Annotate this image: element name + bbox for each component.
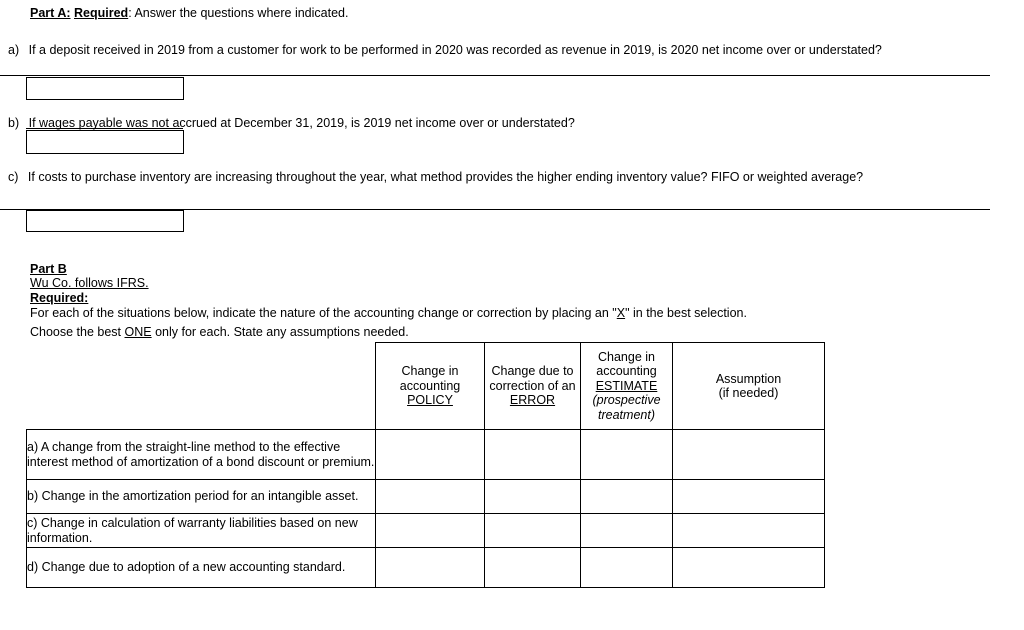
question-c	[8, 170, 863, 184]
table-row	[27, 548, 825, 588]
row-c-estimate-cell[interactable]	[581, 514, 673, 548]
header-estimate-line1: Change in	[598, 349, 655, 364]
row-a-label: a) A change from the straight-line method to the effective interest method of amortization of a bond discount or premium.	[27, 430, 376, 480]
instruction-2-post: only for each. State any assumptions needed.	[151, 325, 409, 339]
row-a-estimate-cell[interactable]	[581, 430, 673, 480]
header-error-line1: Change due to	[491, 364, 574, 379]
part-b-required: Required:	[30, 291, 89, 305]
row-a-error-cell[interactable]	[485, 430, 581, 480]
part-b-company: Wu Co. follows IFRS.	[30, 276, 149, 290]
row-b-policy-cell[interactable]	[376, 480, 485, 514]
header-assumption-line1: Assumption	[715, 371, 782, 386]
table-header-row	[27, 343, 825, 430]
header-policy-line3: POLICY	[407, 393, 453, 408]
header-estimate-line5: treatment)	[598, 407, 655, 422]
row-c-label: c) Change in calculation of warranty liabilities based on new information.	[27, 514, 376, 548]
answer-a-box[interactable]	[26, 77, 184, 100]
header-assumption	[673, 343, 825, 430]
question-b-letter: b)	[8, 116, 20, 130]
header-estimate-line2: accounting	[596, 364, 657, 379]
header-error-line2: correction of an	[489, 378, 576, 393]
header-assumption-line2: (if needed)	[718, 386, 779, 400]
instruction-1-pre: For each of the situations below, indicate the nature of the accounting change or correction by placing an "	[30, 306, 617, 320]
table-row	[27, 430, 825, 480]
question-a	[8, 43, 882, 57]
row-a-assumption-cell[interactable]	[673, 430, 825, 480]
row-d-policy-cell[interactable]	[376, 548, 485, 588]
divider-a	[0, 75, 990, 76]
question-c-text: If costs to purchase inventory are increasing throughout the year, what method provides the higher ending inventory value? FIFO or weighted average?	[27, 170, 864, 184]
header-error-line3: ERROR	[509, 393, 556, 408]
row-c-assumption-cell[interactable]	[673, 514, 825, 548]
row-d-error-cell[interactable]	[485, 548, 581, 588]
row-b-estimate-cell[interactable]	[581, 480, 673, 514]
answer-b-box[interactable]	[26, 130, 184, 154]
row-d-estimate-cell[interactable]	[581, 548, 673, 588]
header-policy-line2: accounting	[399, 378, 461, 393]
header-estimate-line4: (prospective	[592, 393, 661, 408]
row-b-error-cell[interactable]	[485, 480, 581, 514]
row-c-policy-cell[interactable]	[376, 514, 485, 548]
header-estimate-line3: ESTIMATE	[595, 378, 658, 393]
question-c-letter: c)	[8, 170, 19, 184]
header-policy	[376, 343, 485, 430]
part-b-instruction-2	[30, 325, 409, 339]
row-d-label: d) Change due to adoption of a new accounting standard.	[27, 548, 376, 588]
part-a-heading	[30, 6, 348, 20]
row-d-assumption-cell[interactable]	[673, 548, 825, 588]
table-row	[27, 514, 825, 548]
header-estimate	[581, 343, 673, 430]
header-error	[485, 343, 581, 430]
instruction-2-one: ONE	[124, 325, 152, 339]
question-b-text: If wages payable was not accrued at December 31, 2019, is 2019 net income over or understated?	[28, 116, 575, 130]
part-a-title: Part A:	[30, 6, 71, 20]
header-blank	[27, 343, 376, 430]
divider-b	[26, 128, 183, 129]
row-b-assumption-cell[interactable]	[673, 480, 825, 514]
row-c-error-cell[interactable]	[485, 514, 581, 548]
question-a-text: If a deposit received in 2019 from a customer for work to be performed in 2020 was recorded as revenue in 2019, is 2020 net income over or understated?	[28, 43, 882, 57]
instruction-1-post: " in the best selection.	[625, 306, 747, 320]
answer-c-box[interactable]	[26, 210, 184, 232]
header-policy-line1: Change in	[401, 364, 459, 379]
row-b-label: b) Change in the amortization period for an intangible asset.	[27, 480, 376, 514]
part-b-instruction-1	[30, 306, 747, 320]
instruction-2-pre: Choose the best	[30, 325, 125, 339]
classification-table	[26, 342, 825, 588]
part-a-instruction: : Answer the questions where indicated.	[128, 6, 349, 20]
row-a-policy-cell[interactable]	[376, 430, 485, 480]
instruction-1-x: X	[616, 306, 626, 320]
table-row	[27, 480, 825, 514]
part-b-title: Part B	[30, 262, 67, 276]
part-a-required: Required	[74, 6, 129, 20]
question-a-letter: a)	[8, 43, 20, 57]
